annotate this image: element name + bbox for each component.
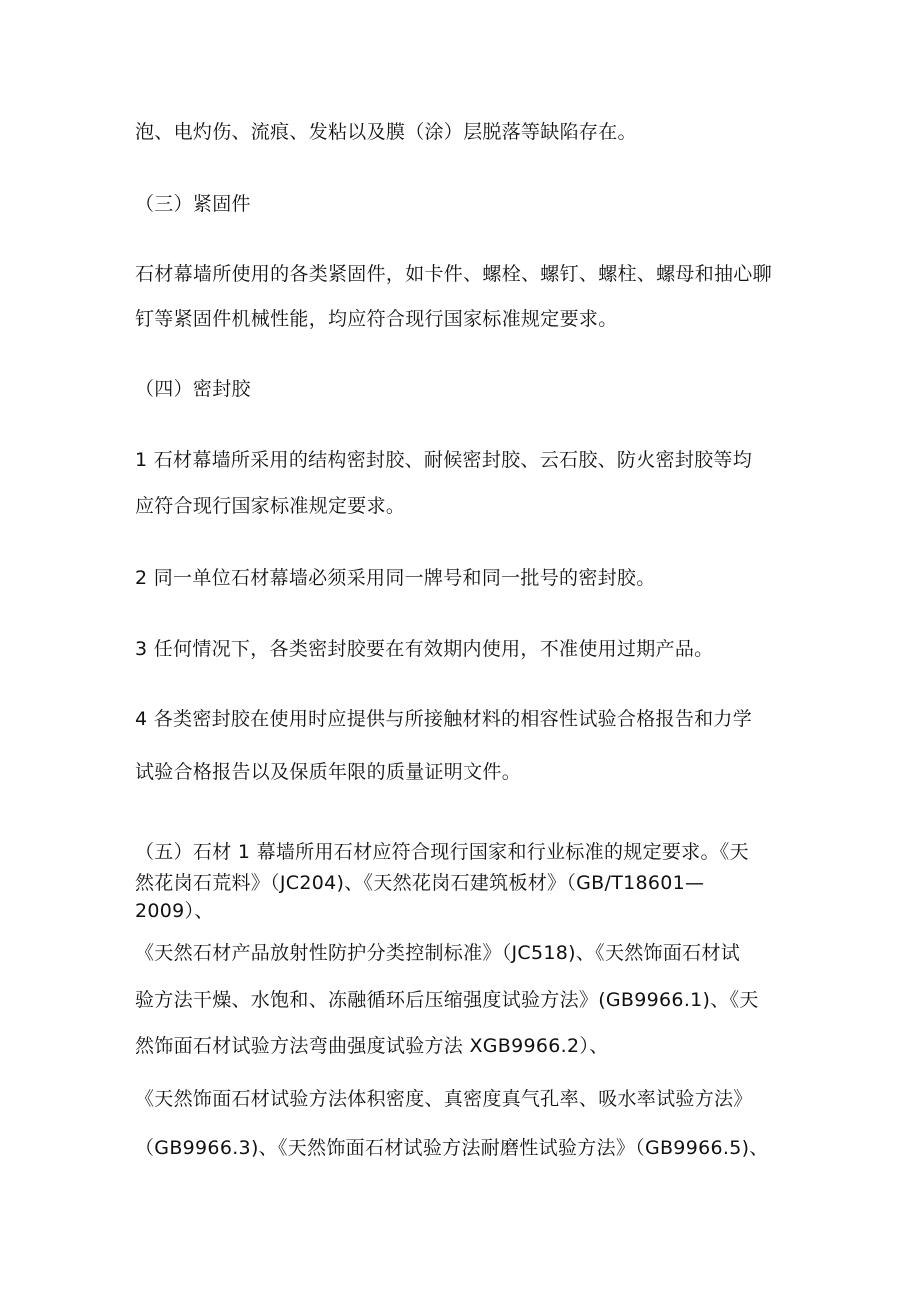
text-line: 应符合现行国家标准规定要求。 bbox=[135, 495, 406, 517]
text-line: 然饰面石材试验方法弯曲强度试验方法 XGB9966.2）、 bbox=[135, 1035, 609, 1057]
text-line: 钉等紧固件机械性能，均应符合现行国家标准规定要求。 bbox=[135, 308, 618, 330]
text-line: 《天然石材产品放射性防护分类控制标准》（JC518)、《天然饰面石材试 bbox=[135, 942, 741, 964]
text-line: 2 同一单位石材幕墙必须采用同一牌号和同一批号的密封胶。 bbox=[135, 567, 656, 589]
text-line: 然花岗石荒料》（JC204)、《天然花岗石建筑板材》（GB/T18601— bbox=[135, 872, 705, 894]
text-line: （GB9966.3)、《天然饰面石材试验方法耐磨性试验方法》（GB9966.5)、 bbox=[135, 1137, 769, 1159]
text-line: （五）石材 1 幕墙所用石材应符合现行国家和行业标准的规定要求。《天 bbox=[135, 841, 749, 863]
section-heading-fasteners: （三）紧固件 bbox=[135, 193, 251, 215]
text-line: 试验合格报告以及保质年限的质量证明文件。 bbox=[135, 761, 522, 783]
text-line: 1 石材幕墙所采用的结构密封胶、耐候密封胶、云石胶、防火密封胶等均 bbox=[135, 449, 753, 471]
text-line: 3 任何情况下，各类密封胶要在有效期内使用，不准使用过期产品。 bbox=[135, 638, 714, 660]
text-line: 《天然饰面石材试验方法体积密度、真密度真气孔率、吸水率试验方法》 bbox=[135, 1088, 753, 1110]
text-line: 泡、电灼伤、流痕、发粘以及膜（涂）层脱落等缺陷存在。 bbox=[135, 121, 637, 143]
text-line: 4 各类密封胶在使用时应提供与所接触材料的相容性试验合格报告和力学 bbox=[135, 708, 753, 730]
text-line: 验方法干燥、水饱和、冻融循环后压缩强度试验方法》(GB9966.1)、《天 bbox=[135, 989, 759, 1011]
section-heading-sealant: （四）密封胶 bbox=[135, 378, 251, 400]
text-line: 石材幕墙所使用的各类紧固件，如卡件、螺栓、螺钉、螺柱、螺母和抽心聊 bbox=[135, 263, 772, 285]
text-line: 2009）、 bbox=[135, 900, 214, 922]
